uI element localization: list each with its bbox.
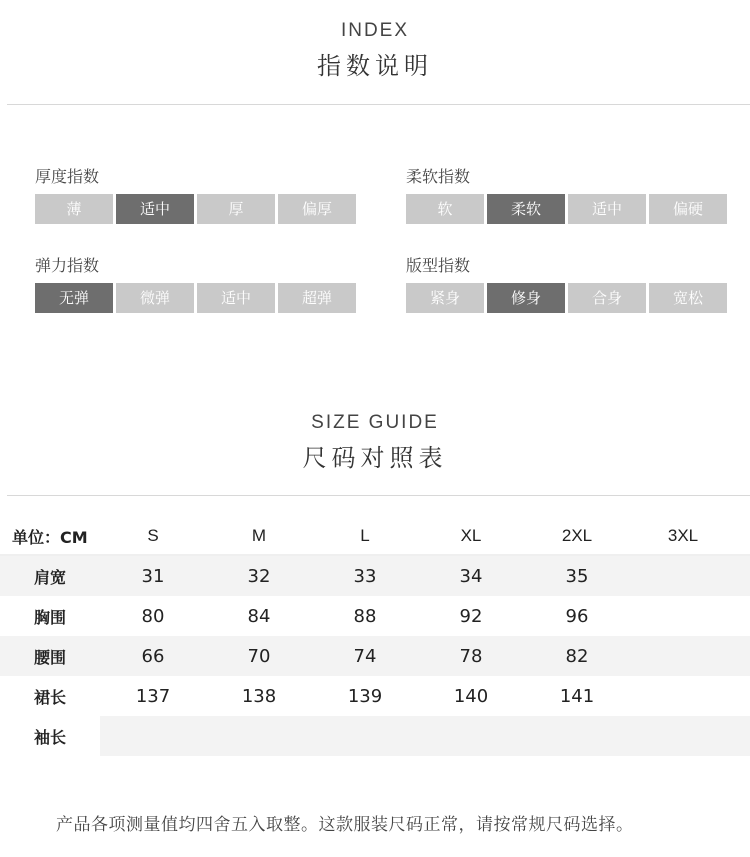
index-option: 适中 [197, 283, 275, 313]
unit-label: 单位：CM [12, 527, 88, 547]
index-option: 修身 [487, 283, 565, 313]
index-option: 无弹 [35, 283, 113, 313]
column-header: S [147, 526, 159, 545]
index-group-elasticity [35, 255, 357, 313]
index-group-title: 弹力指数 [35, 256, 100, 275]
index-group-title: 厚度指数 [35, 167, 100, 186]
table-cell: 32 [247, 565, 271, 587]
table-cell: 31 [141, 565, 165, 587]
index-group-softness [406, 166, 728, 224]
divider [7, 495, 750, 496]
index-title-cn: 指数说明 [317, 52, 433, 80]
table-row [0, 636, 750, 676]
table-cell: 139 [347, 685, 383, 707]
size-note: 产品各项测量值均四舍五入取整。这款服装尺码正常，请按常规尺码选择。 [56, 815, 634, 835]
index-option: 超弹 [278, 283, 356, 313]
index-scale [406, 194, 728, 224]
index-group-title: 版型指数 [406, 256, 471, 275]
table-row [0, 556, 750, 596]
index-option: 柔软 [487, 194, 565, 224]
row-label: 胸围 [33, 607, 66, 627]
column-header: L [360, 526, 370, 545]
table-cell: 74 [353, 645, 377, 667]
index-scale [406, 283, 728, 313]
column-header: 2XL [561, 526, 593, 545]
index-group-title: 柔软指数 [406, 167, 471, 186]
size-guide-title-cn: 尺码对照表 [302, 444, 448, 472]
index-option: 紧身 [406, 283, 484, 313]
index-option: 宽松 [649, 283, 727, 313]
table-row [0, 596, 750, 636]
index-option: 厚 [197, 194, 275, 224]
table-cell: 33 [353, 565, 377, 587]
table-cell: 35 [565, 565, 589, 587]
row-label: 肩宽 [33, 567, 66, 587]
size-table [0, 518, 750, 756]
table-row [0, 716, 750, 756]
table-row [0, 676, 750, 716]
table-cell: 70 [247, 645, 271, 667]
table-cell: 82 [565, 645, 589, 667]
row-label: 裙长 [33, 687, 66, 707]
index-header [0, 20, 750, 81]
index-title-en: INDEX [340, 20, 410, 41]
index-option: 合身 [568, 283, 646, 313]
index-group-fit [406, 255, 728, 313]
table-header-row [0, 518, 750, 556]
table-cell: 96 [565, 605, 589, 627]
size-guide-header [0, 412, 750, 473]
column-header: XL [460, 526, 482, 545]
table-cell: 84 [247, 605, 271, 627]
table-cell: 138 [241, 685, 277, 707]
table-cell: 140 [453, 685, 489, 707]
table-cell: 34 [459, 565, 483, 587]
table-cell: 80 [141, 605, 165, 627]
table-cell: 92 [459, 605, 483, 627]
row-label: 腰围 [33, 647, 66, 667]
index-option: 薄 [35, 194, 113, 224]
index-option: 适中 [116, 194, 194, 224]
index-option: 偏厚 [278, 194, 356, 224]
divider [7, 104, 750, 105]
table-cell: 78 [459, 645, 483, 667]
table-cell: 137 [135, 685, 171, 707]
column-header: 3XL [667, 526, 699, 545]
index-option: 适中 [568, 194, 646, 224]
table-cell: 88 [353, 605, 377, 627]
index-group-thickness [35, 166, 357, 224]
index-option: 偏硬 [649, 194, 727, 224]
row-label: 袖长 [0, 716, 100, 756]
index-option: 软 [406, 194, 484, 224]
index-option: 微弹 [116, 283, 194, 313]
table-cell: 66 [141, 645, 165, 667]
index-scale [35, 194, 357, 224]
index-scale [35, 283, 357, 313]
table-cell: 141 [559, 685, 595, 707]
column-header: M [251, 526, 267, 545]
size-guide-title-en: SIZE GUIDE [311, 412, 439, 433]
